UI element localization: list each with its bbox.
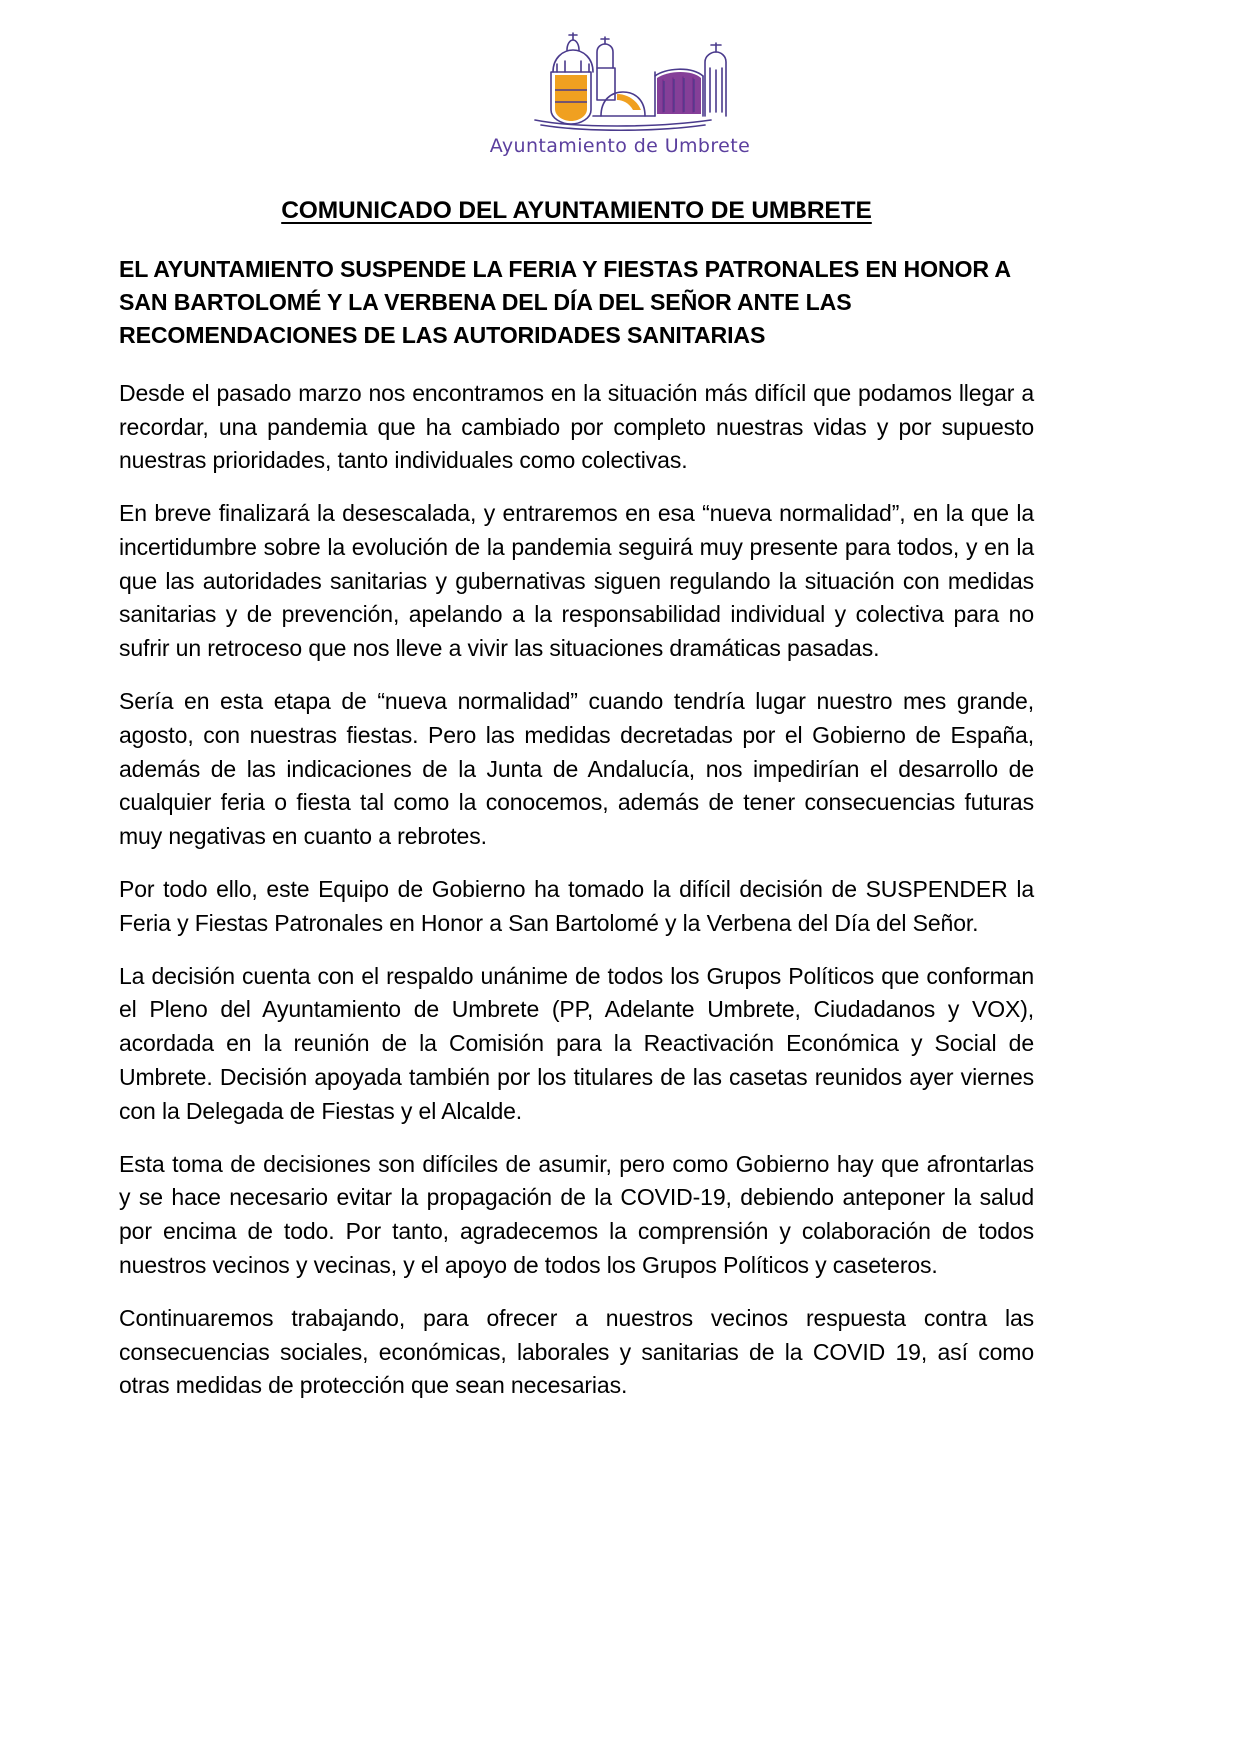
paragraph: Sería en esta etapa de “nueva normalidad” cuando tendría lugar nuestro mes grande, agosto, con nuestras fiestas. Pero las medidas decretadas por el Gobierno de España, además de las indicaciones de la Junta de Andalucía, nos impedirían el desarrollo de cualquier feria o fiesta tal como la conocemos, además de tener consecuencias futuras muy negativas en cuanto a rebrotes. bbox=[119, 688, 1034, 850]
document-content bbox=[119, 196, 1034, 1403]
logo-caption: Ayuntamiento de Umbrete bbox=[489, 135, 751, 157]
paragraph: Esta toma de decisiones son difíciles de asumir, pero como Gobierno hay que afrontarlas y se hace necesario evitar la propagación de la COVID-19, debiendo anteponer la salud por encima de todo. Por tanto, agradecemos la comprensión y colaboración de todos nuestros vecinos y vecinas, y el apoyo de todos los Grupos Políticos y caseteros. bbox=[119, 1150, 1034, 1279]
paragraph: Desde el pasado marzo nos encontramos en la situación más difícil que podamos llegar a recordar, una pandemia que ha cambiado por completo nuestras vidas y por supuesto nuestras prioridades, tanto individuales como colectivas. bbox=[119, 379, 1034, 474]
paragraph: La decisión cuenta con el respaldo unánime de todos los Grupos Políticos que conforman el Pleno del Ayuntamiento de Umbrete (PP, Adelante Umbrete, Ciudadanos y VOX), acordada en la reunión de la Comisión para la Reactivación Económica y Social de Umbrete. Decisión apoyada también por los titulares de las casetas reunidos ayer viernes con la Delegada de Fiestas y el Alcalde. bbox=[119, 962, 1034, 1124]
paragraph: Por todo ello, este Equipo de Gobierno ha tomado la difícil decisión de SUSPENDER la Feria y Fiestas Patronales en Honor a San Bartolomé y la Verbena del Día del Señor. bbox=[119, 876, 1034, 936]
institutional-logo bbox=[0, 28, 1240, 157]
page-title-text: COMUNICADO DEL AYUNTAMIENTO DE UMBRETE bbox=[281, 197, 872, 224]
umbrete-town-hall-emblem-icon bbox=[505, 28, 735, 133]
paragraph: En breve finalizará la desescalada, y entraremos en esa “nueva normalidad”, en la que la incertidumbre sobre la evolución de la pandemia seguirá muy presente para todos, y en la que las autoridades sanitarias y gubernativas siguen regulando la situación con medidas sanitarias y de prevención, apelando a la responsabilidad individual y colectiva para no sufrir un retroceso que nos lleve a vivir las situaciones dramáticas pasadas. bbox=[119, 500, 1034, 662]
document-lede: EL AYUNTAMIENTO SUSPENDE LA FERIA Y FIESTAS PATRONALES EN HONOR A SAN BARTOLOMÉ Y LA VERBENA DEL DÍA DEL SEÑOR ANTE LAS RECOMENDACIONES DE LAS AUTORIDADES SANITARIAS bbox=[119, 255, 1011, 349]
paragraph: Continuaremos trabajando, para ofrecer a nuestros vecinos respuesta contra las consecuencias sociales, económicas, laborales y sanitarias de la COVID 19, así como otras medidas de protección que sean necesarias. bbox=[119, 1304, 1034, 1399]
page-title bbox=[119, 196, 1034, 227]
